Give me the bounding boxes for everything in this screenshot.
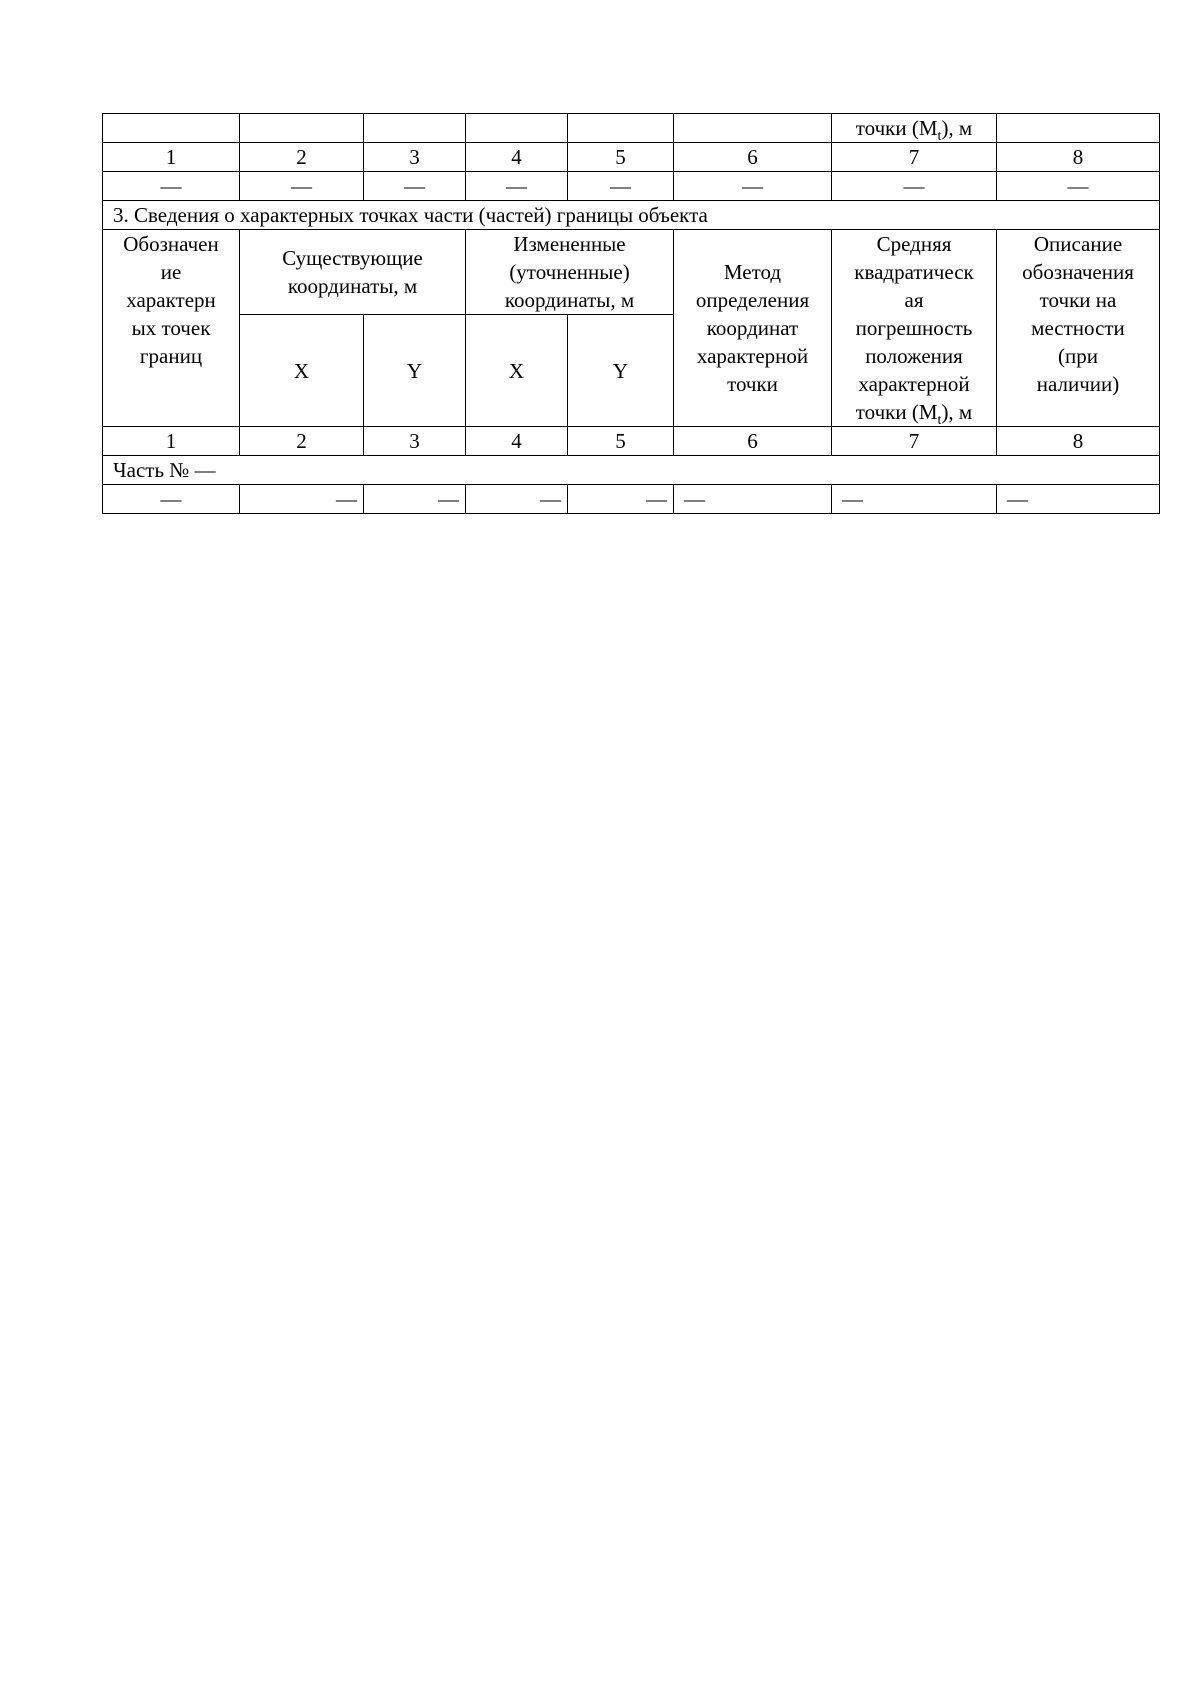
table-header-row xyxy=(103,230,1160,315)
table-cell: — xyxy=(364,172,466,201)
header-existing-coordinates: Существующие координаты, м xyxy=(240,230,466,315)
column-number: 6 xyxy=(674,143,832,172)
header-point-description: Описание обозначения точки на местности (при наличии) xyxy=(997,230,1160,427)
section-title: 3. Сведения о характерных точках части (частей) границы объекта xyxy=(103,201,1160,230)
column-number: 4 xyxy=(466,143,568,172)
header-changed-coordinates: Измененные (уточненные) координаты, м xyxy=(466,230,674,315)
table-row xyxy=(103,485,1160,514)
table-cell: — xyxy=(674,485,832,514)
table-cell: — xyxy=(240,172,364,201)
column-number: 7 xyxy=(832,427,997,456)
column-number: 5 xyxy=(568,143,674,172)
column-number: 3 xyxy=(364,427,466,456)
column-number: 4 xyxy=(466,427,568,456)
boundary-points-table xyxy=(102,113,1160,514)
table-cell: — xyxy=(568,485,674,514)
column-number: 1 xyxy=(103,427,240,456)
table-row-column-numbers xyxy=(103,143,1160,172)
column-number: 6 xyxy=(674,427,832,456)
table-cell xyxy=(568,114,674,143)
column-number: 8 xyxy=(997,427,1160,456)
column-number: 8 xyxy=(997,143,1160,172)
table-cell: — xyxy=(364,485,466,514)
section-title-row xyxy=(103,201,1160,230)
table-row-continuation xyxy=(103,114,1160,143)
header-x-changed: X xyxy=(466,315,568,427)
part-label: Часть № — xyxy=(103,456,1160,485)
table-cell-error-tail: точки $(M_t)$, м xyxy=(832,114,997,143)
column-number: 5 xyxy=(568,427,674,456)
header-method: Метод определения координат характерной точки xyxy=(674,230,832,427)
table-cell: — xyxy=(103,485,240,514)
table-cell: — xyxy=(466,172,568,201)
table-cell: — xyxy=(103,172,240,201)
column-number: 1 xyxy=(103,143,240,172)
header-mean-square-error: Средняя квадратическ ая погрешность положения характерной точки $(M_t)$, м xyxy=(832,230,997,427)
column-number: 2 xyxy=(240,427,364,456)
table-row xyxy=(103,172,1160,201)
column-number: 3 xyxy=(364,143,466,172)
header-y-changed: Y xyxy=(568,315,674,427)
table-cell xyxy=(997,114,1160,143)
table-row-column-numbers xyxy=(103,427,1160,456)
table-cell: — xyxy=(240,485,364,514)
column-number: 2 xyxy=(240,143,364,172)
table-cell: — xyxy=(832,485,997,514)
table-cell: — xyxy=(997,485,1160,514)
table-cell: — xyxy=(997,172,1160,201)
table-cell xyxy=(240,114,364,143)
table-cell xyxy=(466,114,568,143)
table-cell: — xyxy=(674,172,832,201)
header-y-existing: Y xyxy=(364,315,466,427)
table-cell: — xyxy=(466,485,568,514)
table-cell xyxy=(103,114,240,143)
table-cell: — xyxy=(832,172,997,201)
table-cell xyxy=(674,114,832,143)
part-label-row xyxy=(103,456,1160,485)
header-x-existing: X xyxy=(240,315,364,427)
header-designation: Обозначен ие характерн ых точек границ xyxy=(103,230,240,427)
table-cell: — xyxy=(568,172,674,201)
table-cell xyxy=(364,114,466,143)
column-number: 7 xyxy=(832,143,997,172)
